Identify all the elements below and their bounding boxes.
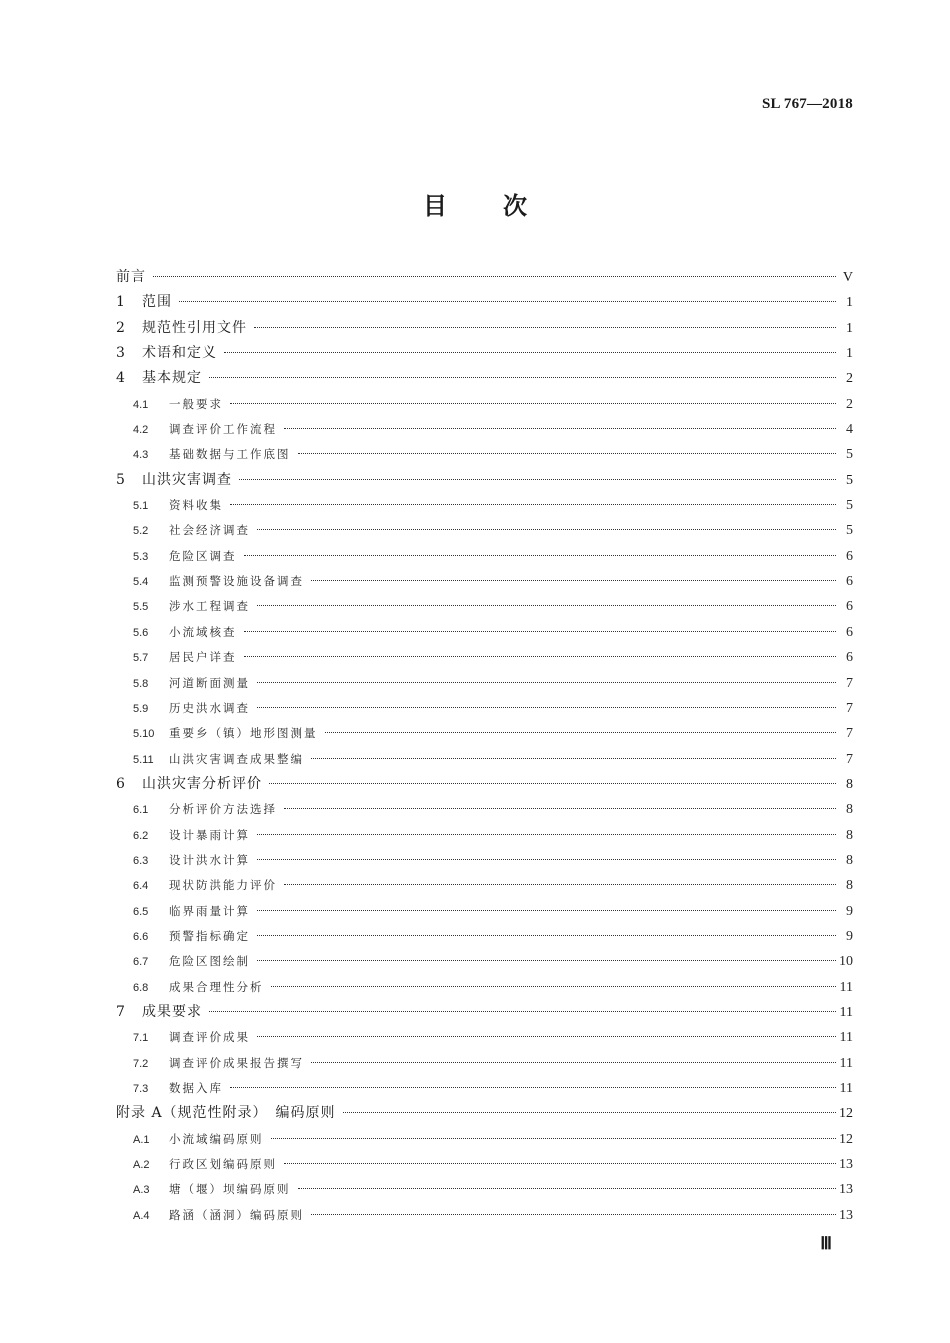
toc-entry-number: 7 [116, 1003, 125, 1020]
toc-entry[interactable] [116, 544, 853, 569]
toc-entry-label: 基础数据与工作底图 [169, 447, 291, 462]
toc-entry-label: 资料收集 [169, 498, 223, 513]
toc-leader-dots [257, 910, 836, 911]
toc-entry[interactable] [116, 569, 853, 594]
toc-entry-page: 8 [846, 802, 853, 818]
toc-entry-number: 5.1 [133, 500, 149, 513]
toc-entry-label: 监测预警设施设备调查 [169, 574, 304, 589]
toc-entry-page: 7 [846, 675, 853, 691]
toc-entry[interactable] [116, 392, 853, 417]
toc-entry-page: 1 [846, 295, 853, 311]
toc-entry-page: 6 [846, 548, 853, 564]
toc-entry-label: 重要乡（镇）地形图测量 [169, 726, 318, 741]
toc-entry-number: 1 [116, 294, 125, 311]
toc-entry-label: 前言 [116, 269, 146, 285]
toc-entry-page: 7 [846, 700, 853, 716]
toc-entry-label: 历史洪水调查 [169, 700, 250, 715]
toc-entry-page: 1 [846, 320, 853, 336]
toc-entry[interactable] [116, 721, 853, 746]
toc-leader-dots [244, 631, 837, 632]
toc-entry[interactable] [116, 924, 853, 949]
toc-leader-dots [257, 960, 836, 961]
toc-entry-label: 社会经济调查 [169, 523, 250, 538]
toc-leader-dots [343, 1112, 836, 1113]
toc-leader-dots [284, 808, 836, 809]
toc-entry[interactable] [116, 747, 853, 772]
toc-entry-page: 6 [846, 650, 853, 666]
toc-leader-dots [284, 884, 836, 885]
toc-entry-page: 11 [839, 1055, 853, 1071]
toc-leader-dots [244, 555, 837, 556]
toc-entry-page: 11 [839, 979, 853, 995]
toc-entry-page: 8 [846, 852, 853, 868]
toc-entry-number: 5.2 [133, 525, 149, 538]
toc-leader-dots [325, 732, 837, 733]
toc-entry[interactable] [116, 468, 853, 493]
standard-code: SL 767—2018 [762, 96, 853, 112]
toc-entry-label: 涉水工程调查 [169, 599, 250, 614]
toc-entry-page: 13 [839, 1157, 853, 1173]
toc-entry-page: 4 [846, 422, 853, 438]
toc-entry-page: 5 [846, 523, 853, 539]
toc-leader-dots [311, 1214, 836, 1215]
toc-entry[interactable] [116, 341, 853, 366]
toc-entry[interactable] [116, 797, 853, 822]
toc-entry-number: 6.5 [133, 905, 149, 918]
toc-entry-number: 6.1 [133, 804, 149, 817]
toc-entry-number: 5.10 [133, 728, 155, 741]
toc-leader-dots [269, 783, 836, 784]
toc-leader-dots [284, 1163, 836, 1164]
toc-entry-number: 6.7 [133, 956, 149, 969]
toc-entry-page: 1 [846, 346, 853, 362]
toc-entry-page: 10 [839, 954, 853, 970]
toc-entry-page: 2 [846, 396, 853, 412]
toc-entry-label: 居民户详查 [169, 650, 237, 665]
toc-entry-label: 危险区图绘制 [169, 954, 250, 969]
toc-entry-number: A.4 [133, 1209, 150, 1222]
toc-leader-dots [257, 605, 836, 606]
toc-leader-dots [257, 834, 836, 835]
toc-entry-page: 9 [846, 928, 853, 944]
toc-entry-label: 调查评价工作流程 [169, 422, 277, 437]
toc-entry-number: 4.3 [133, 449, 149, 462]
toc-entry-label: 附录 A（规范性附录） 编码原则 [116, 1105, 336, 1122]
toc-entry-label: 数据入库 [169, 1081, 223, 1095]
toc-entry[interactable] [116, 265, 853, 290]
toc-entry-number: 5.9 [133, 702, 149, 715]
toc-entry-page: 11 [839, 1030, 853, 1046]
toc-entry[interactable] [116, 671, 853, 696]
toc-entry-number: 5.4 [133, 576, 149, 589]
toc-entry[interactable] [116, 1177, 853, 1202]
toc-entry-label: 危险区调查 [169, 548, 237, 563]
toc-entry-number: 5 [116, 471, 125, 488]
toc-entry-number: 5.7 [133, 652, 149, 665]
toc-leader-dots [257, 529, 836, 530]
toc-entry-page: 5 [846, 498, 853, 514]
toc-entry-page: 5 [846, 472, 853, 488]
toc-entry-label: 路涵（涵洞）编码原则 [169, 1207, 304, 1222]
toc-entry-number: 7.2 [133, 1057, 149, 1070]
toc-entry[interactable] [116, 1000, 853, 1025]
toc-entry-page: 9 [846, 903, 853, 919]
toc-entry-number: 6.2 [133, 829, 149, 842]
toc-entry-page: 12 [839, 1131, 853, 1147]
toc-entry[interactable] [116, 1203, 853, 1228]
toc-entry-number: 3 [116, 345, 125, 362]
toc-entry-label: 范围 [142, 294, 172, 311]
toc-leader-dots [230, 504, 836, 505]
toc-entry-label: 设计洪水计算 [169, 852, 250, 867]
toc-entry-label: 规范性引用文件 [142, 319, 247, 336]
toc-entry-page: 13 [839, 1182, 853, 1198]
toc-entry-label: 河道断面测量 [169, 675, 250, 690]
toc-entry[interactable] [116, 848, 853, 873]
toc-entry[interactable] [116, 949, 853, 974]
toc-entry[interactable] [116, 696, 853, 721]
toc-entry[interactable] [116, 873, 853, 898]
toc-entry-number: 7.1 [133, 1032, 149, 1045]
toc-entry-label: 山洪灾害调查成果整编 [169, 751, 304, 766]
toc-leader-dots [209, 377, 836, 378]
toc-leader-dots [244, 656, 837, 657]
toc-entry-number: A.1 [133, 1133, 150, 1146]
toc-entry-page: 5 [846, 447, 853, 463]
toc-entry-page: 8 [846, 878, 853, 894]
toc-entry[interactable] [116, 316, 853, 341]
toc-entry-page: 11 [839, 1081, 853, 1096]
toc-entry-number: 6 [116, 775, 125, 792]
toc-leader-dots [257, 682, 836, 683]
toc-entry[interactable] [116, 1152, 853, 1177]
toc-entry[interactable] [116, 1076, 853, 1101]
toc-entry-number: 5.6 [133, 626, 149, 639]
toc-entry-number: 4.2 [133, 424, 149, 437]
toc-entry-page: 8 [846, 827, 853, 843]
toc-leader-dots [257, 1036, 836, 1037]
toc-entry-page: 7 [846, 751, 853, 767]
toc-entry-label: 设计暴雨计算 [169, 827, 250, 842]
toc-leader-dots [311, 580, 836, 581]
toc-entry[interactable] [116, 518, 853, 543]
toc-entry-label: 预警指标确定 [169, 928, 250, 943]
toc-leader-dots [224, 352, 836, 353]
toc-entry-number: 6.6 [133, 930, 149, 943]
toc-leader-dots [298, 453, 837, 454]
toc-entry-label: 行政区划编码原则 [169, 1157, 277, 1172]
toc-leader-dots [239, 479, 836, 480]
toc-entry-page: 11 [839, 1004, 853, 1020]
toc-entry-label: 基本规定 [142, 370, 202, 387]
toc-entry-number: 5.3 [133, 550, 149, 563]
toc-leader-dots [271, 986, 837, 987]
toc-entry-page: 8 [846, 776, 853, 792]
toc-entry-number: 6.8 [133, 981, 149, 994]
toc-entry[interactable] [116, 975, 853, 1000]
toc-leader-dots [230, 1087, 836, 1088]
toc-entry-page: 6 [846, 599, 853, 615]
toc-entry[interactable] [116, 493, 853, 518]
toc-entry-page: 2 [846, 371, 853, 387]
toc-leader-dots [298, 1188, 837, 1189]
toc-entry-number: 6.4 [133, 880, 149, 893]
toc-entry[interactable] [116, 1025, 853, 1050]
toc-leader-dots [257, 859, 836, 860]
toc-entry[interactable] [116, 594, 853, 619]
toc-entry-number: 5.11 [133, 753, 154, 766]
toc-leader-dots [284, 428, 836, 429]
toc-entry-label: 调查评价成果 [169, 1030, 250, 1045]
toc-entry-label: 调查评价成果报告撰写 [169, 1055, 304, 1070]
toc-entry-page: 6 [846, 574, 853, 590]
toc-entry-page: V [842, 270, 853, 285]
toc-entry[interactable] [116, 772, 853, 797]
toc-entry[interactable] [116, 620, 853, 645]
toc-entry-number: 5.5 [133, 601, 149, 614]
toc-entry-label: 术语和定义 [142, 345, 217, 362]
toc-entry-label: 塘（堰）坝编码原则 [169, 1182, 291, 1197]
toc-leader-dots [257, 707, 836, 708]
toc-entry-number: 4.1 [133, 398, 149, 411]
toc-entry-label: 临界雨量计算 [169, 903, 250, 918]
toc-entry-number: 2 [116, 319, 125, 336]
toc-entry[interactable] [116, 1101, 853, 1126]
toc-leader-dots [271, 1138, 837, 1139]
toc-entry[interactable] [116, 645, 853, 670]
toc-entry-label: 分析评价方法选择 [169, 802, 277, 817]
toc-leader-dots [311, 758, 836, 759]
toc-entry[interactable] [116, 366, 853, 391]
toc-leader-dots [254, 327, 836, 328]
toc-entry[interactable] [116, 290, 853, 315]
toc-entry-label: 小流域核查 [169, 624, 237, 639]
toc-entry-number: A.2 [133, 1159, 150, 1172]
toc-entry-label: 一般要求 [169, 396, 223, 411]
table-of-contents [116, 265, 853, 1228]
toc-entry-page: 12 [839, 1106, 853, 1122]
toc-entry-label: 成果要求 [142, 1003, 202, 1020]
toc-leader-dots [153, 276, 836, 277]
toc-entry-number: A.3 [133, 1184, 150, 1197]
toc-entry[interactable] [116, 823, 853, 848]
toc-entry-number: 7.3 [133, 1083, 149, 1095]
toc-entry-label: 现状防洪能力评价 [169, 878, 277, 893]
toc-entry[interactable] [116, 899, 853, 924]
toc-entry-label: 小流域编码原则 [169, 1131, 264, 1146]
toc-entry-label: 山洪灾害分析评价 [142, 775, 262, 792]
toc-entry-number: 5.8 [133, 677, 149, 690]
toc-entry-label: 成果合理性分析 [169, 979, 264, 994]
toc-entry-label: 山洪灾害调查 [142, 471, 232, 488]
toc-leader-dots [257, 935, 836, 936]
toc-entry-page: 7 [846, 726, 853, 742]
toc-entry-number: 6.3 [133, 854, 149, 867]
page-title: 目次 [423, 192, 583, 220]
toc-leader-dots [179, 301, 836, 302]
toc-leader-dots [230, 403, 836, 404]
toc-entry[interactable] [116, 417, 853, 442]
toc-entry[interactable] [116, 442, 853, 467]
toc-entry[interactable] [116, 1127, 853, 1152]
toc-entry-page: 13 [839, 1207, 853, 1223]
toc-entry-number: 4 [116, 370, 125, 387]
toc-entry[interactable] [116, 1051, 853, 1076]
toc-leader-dots [311, 1062, 836, 1063]
page-number: Ⅲ [820, 1234, 832, 1253]
toc-entry-page: 6 [846, 624, 853, 640]
toc-leader-dots [209, 1011, 836, 1012]
